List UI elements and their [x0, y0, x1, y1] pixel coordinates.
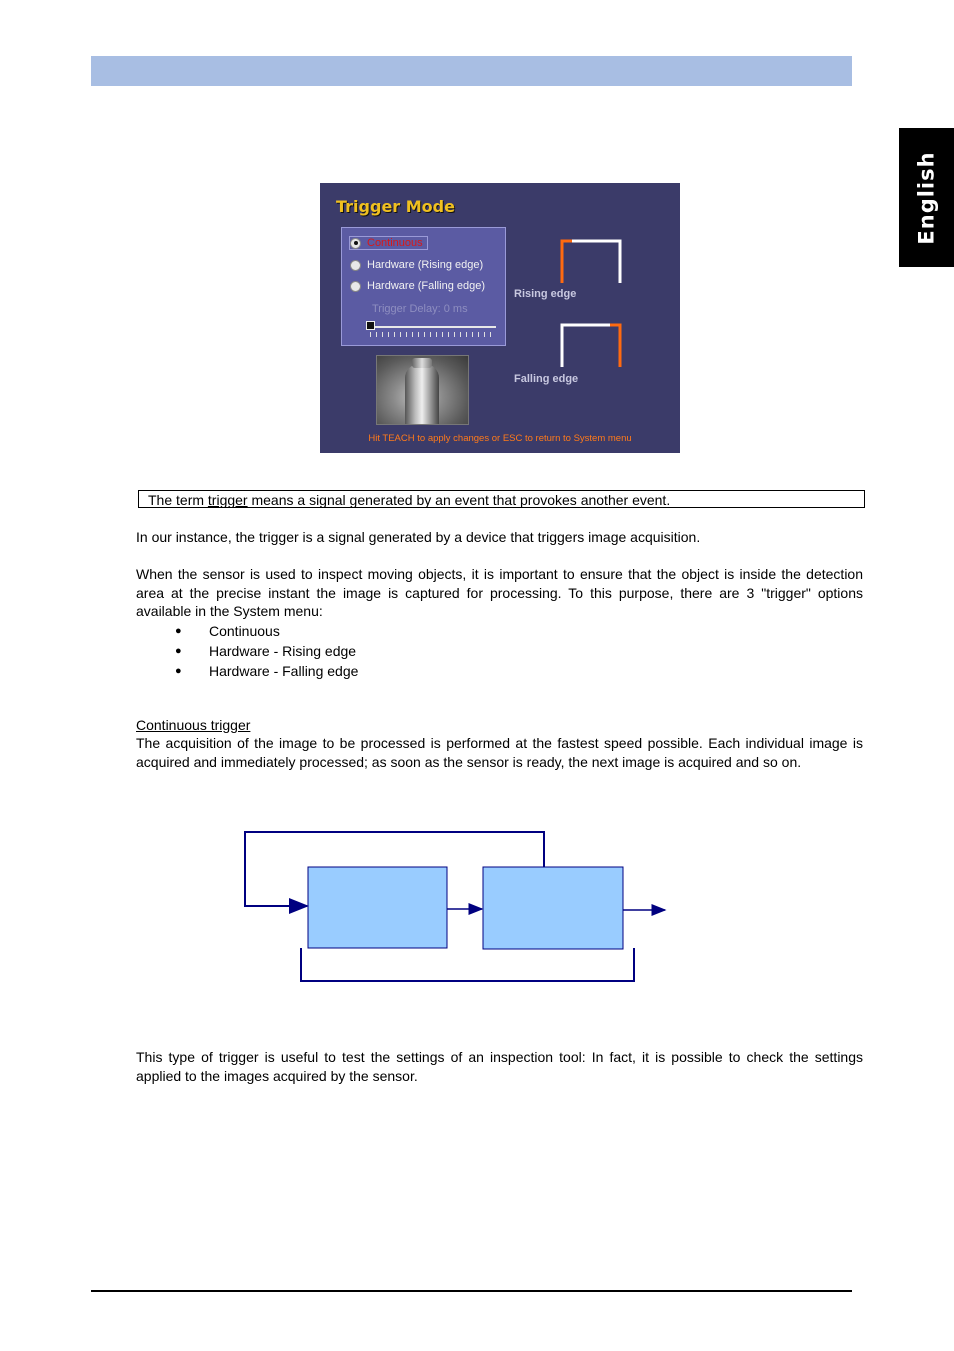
camera-image-preview [376, 355, 469, 425]
list-item [175, 621, 358, 641]
trigger-options-box [341, 227, 506, 346]
paragraph-trigger-options: When the sensor is used to inspect moving objects, it is important to ensure that the object is inside the detection area at the precise instant the image is captured for processing. To this purpose, there are 3 "trigger" options available in the System menu: [136, 566, 863, 619]
radio-icon[interactable] [350, 260, 361, 271]
option-falling-edge[interactable] [350, 280, 485, 292]
rising-edge-label: Rising edge [514, 288, 577, 300]
definition-after: means a signal generated by an event that provokes another event. [247, 492, 671, 508]
option-continuous-label: Continuous [367, 237, 423, 249]
bullet-icon: ● [175, 645, 182, 657]
list-item [175, 661, 358, 681]
option-continuous[interactable] [349, 236, 428, 250]
option-rising-edge[interactable] [350, 259, 483, 271]
bullet-icon: ● [175, 625, 182, 637]
list-item [175, 641, 358, 661]
falling-edge-waveform [522, 325, 666, 367]
trigger-mode-title: Trigger Mode [336, 197, 455, 216]
list-item-text: Continuous [209, 623, 280, 639]
trigger-options-list [175, 621, 358, 681]
processing-block [483, 867, 623, 949]
definition-box [138, 490, 865, 508]
acquisition-block [308, 867, 447, 948]
definition-before: The term [148, 492, 208, 508]
trigger-mode-screenshot [320, 183, 680, 453]
screenshot-footer-hint: Hit TEACH to apply changes or ESC to return to System menu [368, 433, 632, 444]
paragraph-continuous-trigger: The acquisition of the image to be processed is performed at the fastest speed possible. Each individual image is acquired and immediately processed; as soon as the sensor is ready, the next image is acquired and so on. [136, 735, 863, 770]
rising-edge-waveform [522, 241, 666, 283]
edge-waveforms [510, 233, 680, 373]
list-item-text: Hardware - Rising edge [209, 643, 357, 659]
definition-term: trigger [207, 492, 248, 508]
section-heading: Continuous trigger [136, 717, 251, 733]
slider-handle[interactable] [366, 321, 375, 330]
bottle-cap [412, 358, 432, 368]
radio-selected-icon[interactable] [350, 238, 361, 249]
footer-rule [91, 1290, 852, 1292]
bottle-image [405, 364, 439, 425]
paragraph-closing: This type of trigger is useful to test the settings of an inspection tool: In fact, it is possible to check the settings applied to the images acquired by the sensor. [136, 1049, 863, 1084]
slider-ticks [370, 332, 496, 337]
falling-edge-label: Falling edge [514, 373, 579, 385]
language-tab-label: English [914, 150, 939, 245]
language-tab [899, 128, 954, 267]
trigger-delay-slider[interactable] [370, 326, 496, 328]
list-item-text: Hardware - Falling edge [209, 663, 359, 679]
trigger-delay-label: Trigger Delay: 0 ms [372, 303, 468, 315]
paragraph-trigger-instance: In our instance, the trigger is a signal generated by a device that triggers image acquisition. [136, 529, 701, 545]
radio-icon[interactable] [350, 281, 361, 292]
continuous-trigger-diagram [240, 826, 680, 986]
bracket-line [301, 948, 634, 981]
option-falling-edge-label: Hardware (Falling edge) [367, 280, 485, 292]
bullet-icon: ● [175, 665, 182, 677]
option-rising-edge-label: Hardware (Rising edge) [367, 259, 484, 271]
header-band [91, 56, 852, 86]
